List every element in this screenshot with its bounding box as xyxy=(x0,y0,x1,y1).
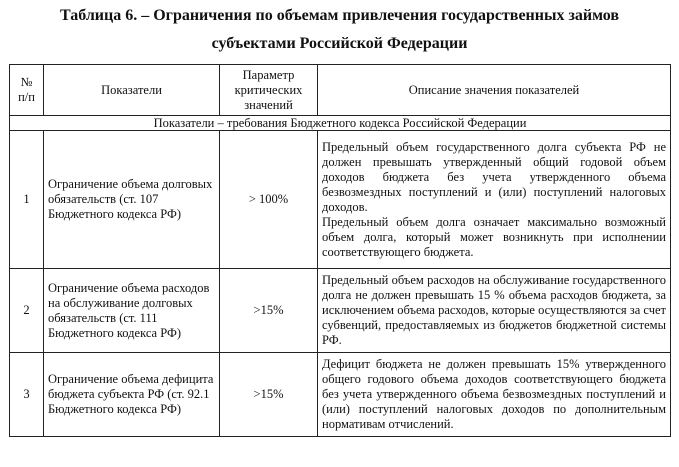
table-title-line-1: Таблица 6. – Ограничения по объемам привлечения государственных займов xyxy=(59,7,620,24)
table-header-row xyxy=(10,65,671,116)
header-num: № п/п xyxy=(10,65,44,116)
row-num: 2 xyxy=(10,269,44,353)
row-description xyxy=(318,131,671,269)
row-num: 3 xyxy=(10,353,44,437)
description-paragraph: Предельный объем государственного долга субъекта РФ не должен превышать утвержденный общий годовой объем доходов бюджета без учета утвержденного объема безвозмездных поступлений и (или) поступлений налоговых доходов. xyxy=(322,139,666,214)
table-title-line-2: субъектами Российской Федерации xyxy=(211,35,468,52)
row-indicator: Ограничение объема дефицита бюджета субъекта РФ (ст. 92.1 Бюджетного кодекса РФ) xyxy=(44,353,220,437)
restrictions-table xyxy=(9,64,671,437)
row-value: >15% xyxy=(220,269,318,353)
table-row xyxy=(10,269,671,353)
description-paragraph: Предельный объем расходов на обслуживание государственного долга не должен превышать 15 % объема расходов бюджета, за исключением объема расходов, которые осуществляются за счет субвенций, предоставляемых из бюджетов бюджетной системы РФ. xyxy=(322,273,666,347)
row-value: > 100% xyxy=(220,131,318,269)
section-label: Показатели – требования Бюджетного кодекса Российской Федерации xyxy=(10,116,671,131)
row-indicator: Ограничение объема долговых обязательств (ст. 107 Бюджетного кодекса РФ) xyxy=(44,131,220,269)
header-indicator: Показатели xyxy=(44,65,220,116)
header-param: Параметр критических значений xyxy=(220,65,318,116)
table-row xyxy=(10,131,671,269)
header-description: Описание значения показателей xyxy=(318,65,671,116)
description-paragraph: Предельный объем долга означает максимально возможный объем долга, который может возникнуть при исполнении соответствующего бюджета. xyxy=(322,214,666,259)
section-row xyxy=(10,116,671,131)
row-description xyxy=(318,269,671,353)
table-row xyxy=(10,353,671,437)
row-indicator: Ограничение объема расходов на обслуживание долговых обязательств (ст. 111 Бюджетного кодекса РФ) xyxy=(44,269,220,353)
row-description xyxy=(318,353,671,437)
row-num: 1 xyxy=(10,131,44,269)
description-paragraph: Дефицит бюджета не должен превышать 15% утвержденного общего годового объема доходов соответствующего бюджета без учета утвержденного объема безвозмездных поступлений и (или) поступлений налоговых доходов по дополнительным нормативам отчислений. xyxy=(322,357,666,431)
row-value: >15% xyxy=(220,353,318,437)
